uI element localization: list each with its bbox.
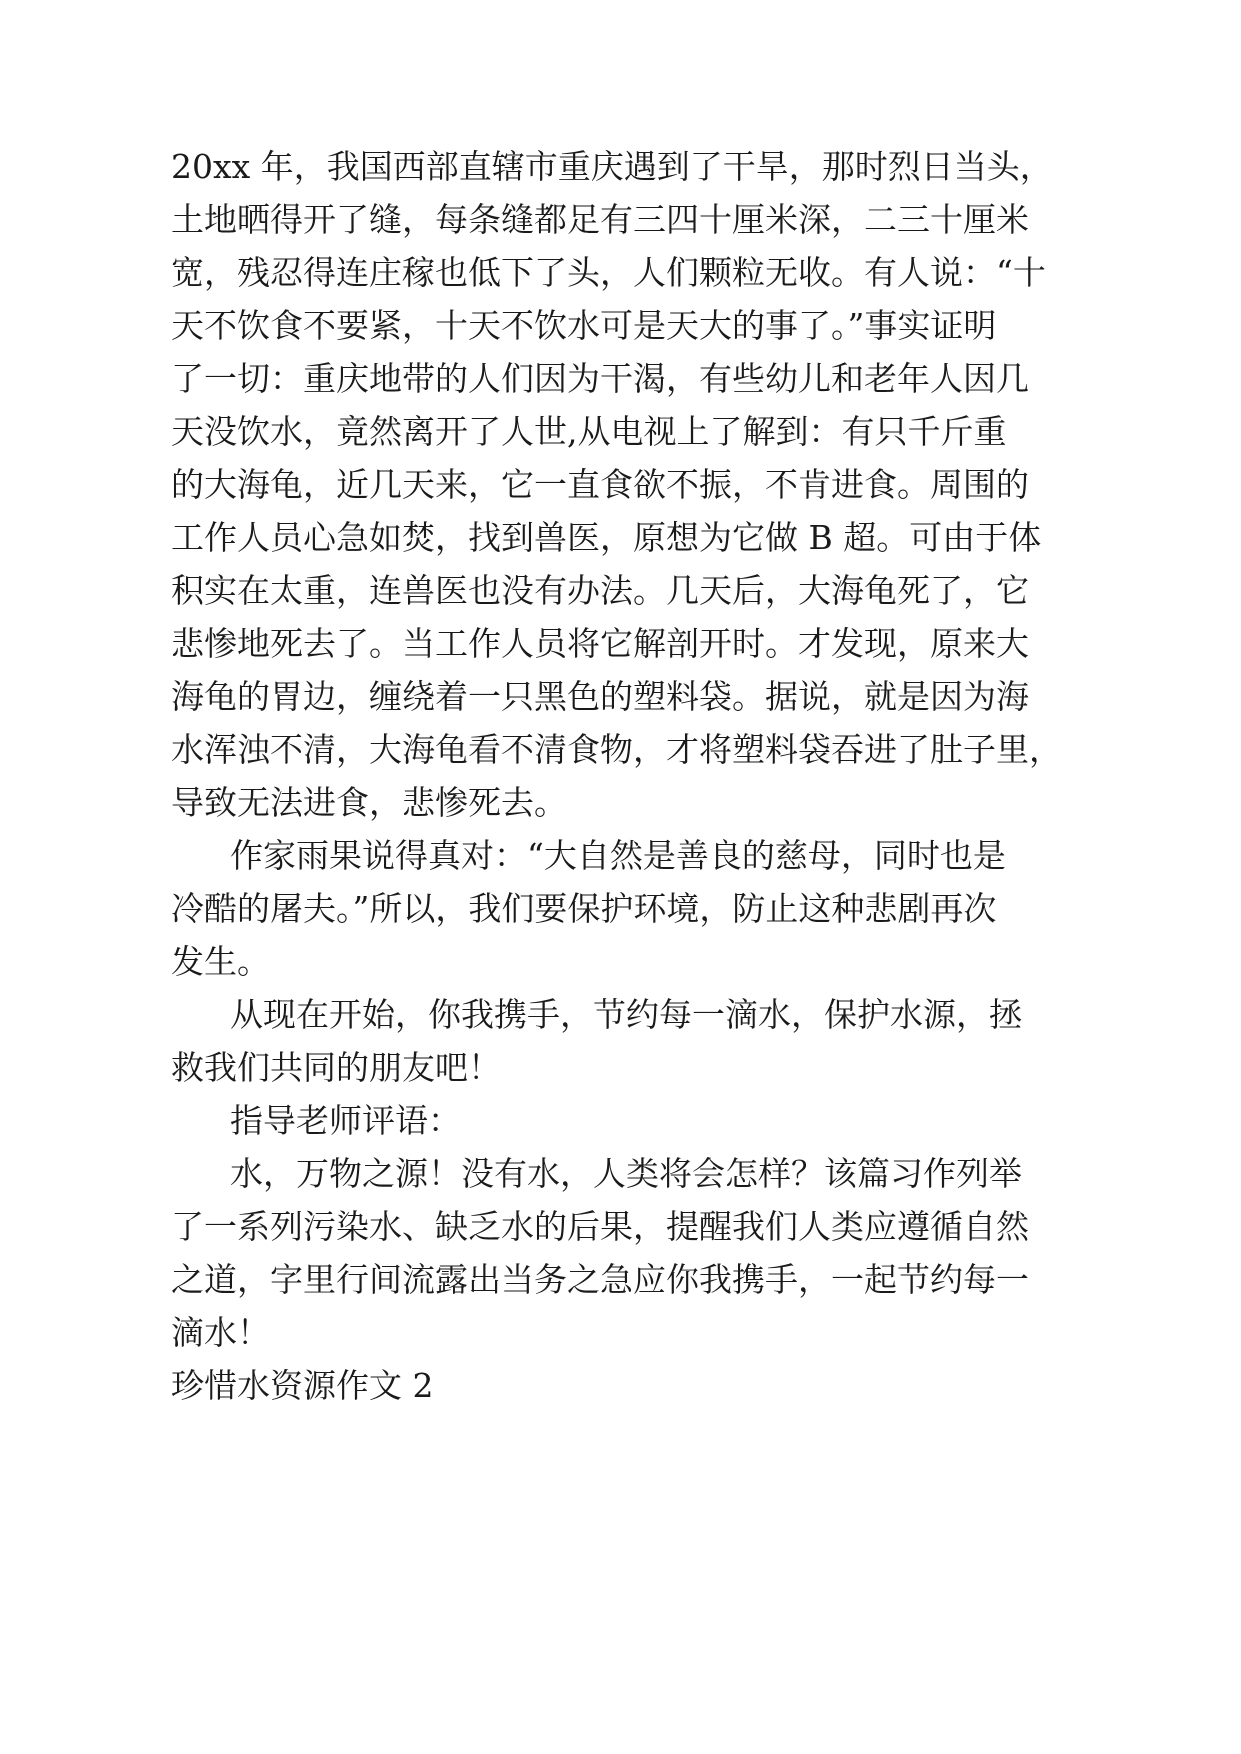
text-line: 悲惨地死去了。当工作人员将它解剖开时。才发现，原来大 [171, 624, 1029, 663]
text-line: 土地晒得开了缝，每条缝都足有三四十厘米深，二三十厘米 [171, 200, 1029, 239]
text-line: 的大海龟，近几天来，它一直食欲不振，不肯进食。周围的 [171, 465, 1029, 504]
text-line: 工作人员心急如焚，找到兽医，原想为它做 B 超。可由于体 [171, 518, 1042, 557]
text-line: 了一系列污染水、缺乏水的后果，提醒我们人类应遵循自然 [171, 1207, 1029, 1246]
text-line: 滴水！ [171, 1313, 270, 1352]
text-line: 20xx 年，我国西部直辖市重庆遇到了干旱，那时烈日当头， [171, 147, 1053, 186]
text-line: 之道，字里行间流露出当务之急应你我携手，一起节约每一 [171, 1260, 1029, 1299]
paragraph-start: 作家雨果说得真对：“大自然是善良的慈母，同时也是 [230, 836, 1006, 875]
paragraph-start: 水，万物之源！没有水，人类将会怎样？该篇习作列举 [230, 1154, 1022, 1193]
text-line: 宽，残忍得连庄稼也低下了头，人们颗粒无收。有人说：“十 [171, 253, 1046, 292]
text-line: 导致无法进食，悲惨死去。 [171, 783, 567, 822]
comment-heading: 指导老师评语： [230, 1101, 461, 1140]
text-line: 了一切：重庆地带的人们因为干渴，有些幼儿和老年人因几 [171, 359, 1029, 398]
text-line: 海龟的胃边，缠绕着一只黑色的塑料袋。据说，就是因为海 [171, 677, 1029, 716]
text-line: 冷酷的屠夫。”所以，我们要保护环境，防止这种悲剧再次 [171, 889, 997, 928]
paragraph-start: 从现在开始，你我携手，节约每一滴水，保护水源，拯 [230, 995, 1022, 1034]
text-line: 水浑浊不清，大海龟看不清食物，才将塑料袋吞进了肚子里， [171, 730, 1062, 769]
text-line: 救我们共同的朋友吧！ [171, 1048, 501, 1087]
text-line: 天不饮食不要紧，十天不饮水可是天大的事了。”事实证明 [171, 306, 997, 345]
text-line: 天没饮水，竟然离开了人世,从电视上了解到：有只千斤重 [171, 412, 1007, 451]
section-title: 珍惜水资源作文 2 [171, 1366, 434, 1405]
text-line: 积实在太重，连兽医也没有办法。几天后，大海龟死了，它 [171, 571, 1029, 610]
text-line: 发生。 [171, 942, 270, 981]
